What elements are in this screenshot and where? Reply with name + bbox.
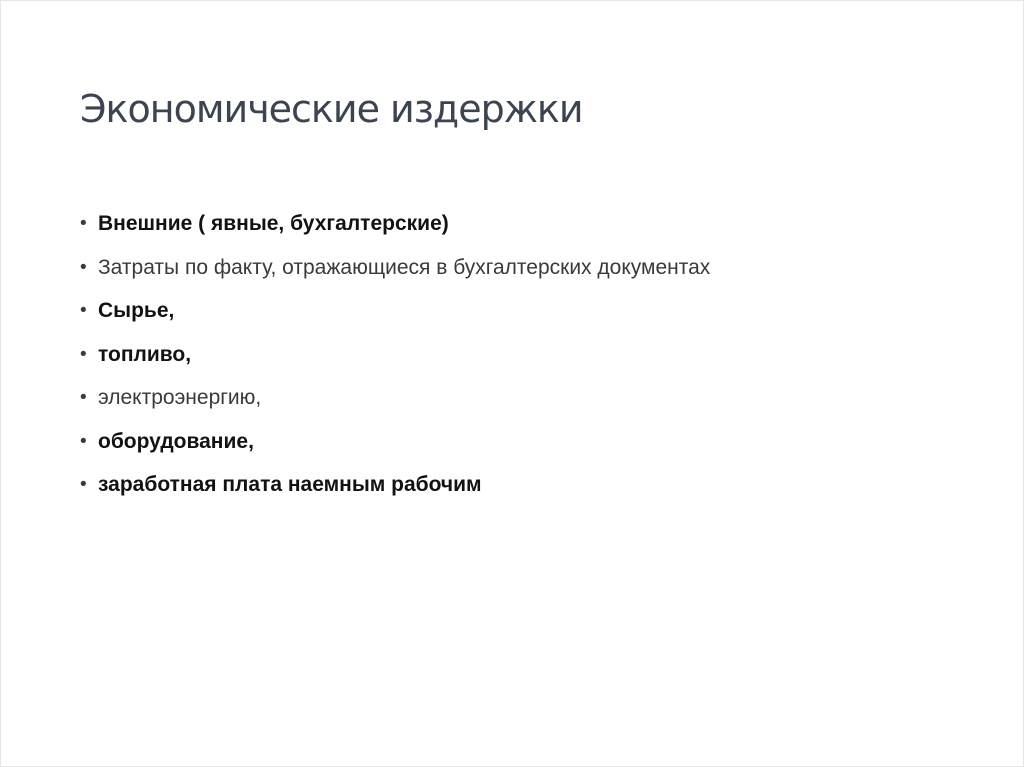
bullet-item — [80, 336, 710, 380]
bullet-text: электроэнергию, — [98, 386, 262, 409]
bullet-icon: • — [80, 256, 87, 278]
bullet-item — [80, 292, 710, 336]
bullet-text: Внешние ( явные, бухгалтерские) — [98, 212, 449, 235]
bullet-text: Затраты по факту, отражающиеся в бухгалтерских документах — [98, 255, 711, 279]
bullet-text: топливо, — [98, 342, 192, 366]
bullet-item — [80, 423, 710, 467]
bullet-icon: • — [80, 430, 87, 452]
bullet-text: Сырье, — [98, 299, 175, 322]
bullet-list — [80, 205, 710, 510]
bullet-item — [80, 466, 710, 510]
bullet-icon: • — [80, 300, 87, 321]
bullet-text: оборудование, — [98, 429, 254, 453]
bullet-item — [80, 249, 710, 293]
bullet-item — [80, 205, 710, 249]
bullet-icon: • — [80, 387, 87, 408]
bullet-icon: • — [80, 474, 87, 495]
bullet-text: заработная плата наемным рабочим — [98, 473, 482, 496]
slide-title: Экономические издержки — [80, 87, 583, 131]
bullet-icon: • — [80, 343, 87, 365]
bullet-item — [80, 379, 710, 423]
bullet-icon: • — [80, 213, 87, 234]
